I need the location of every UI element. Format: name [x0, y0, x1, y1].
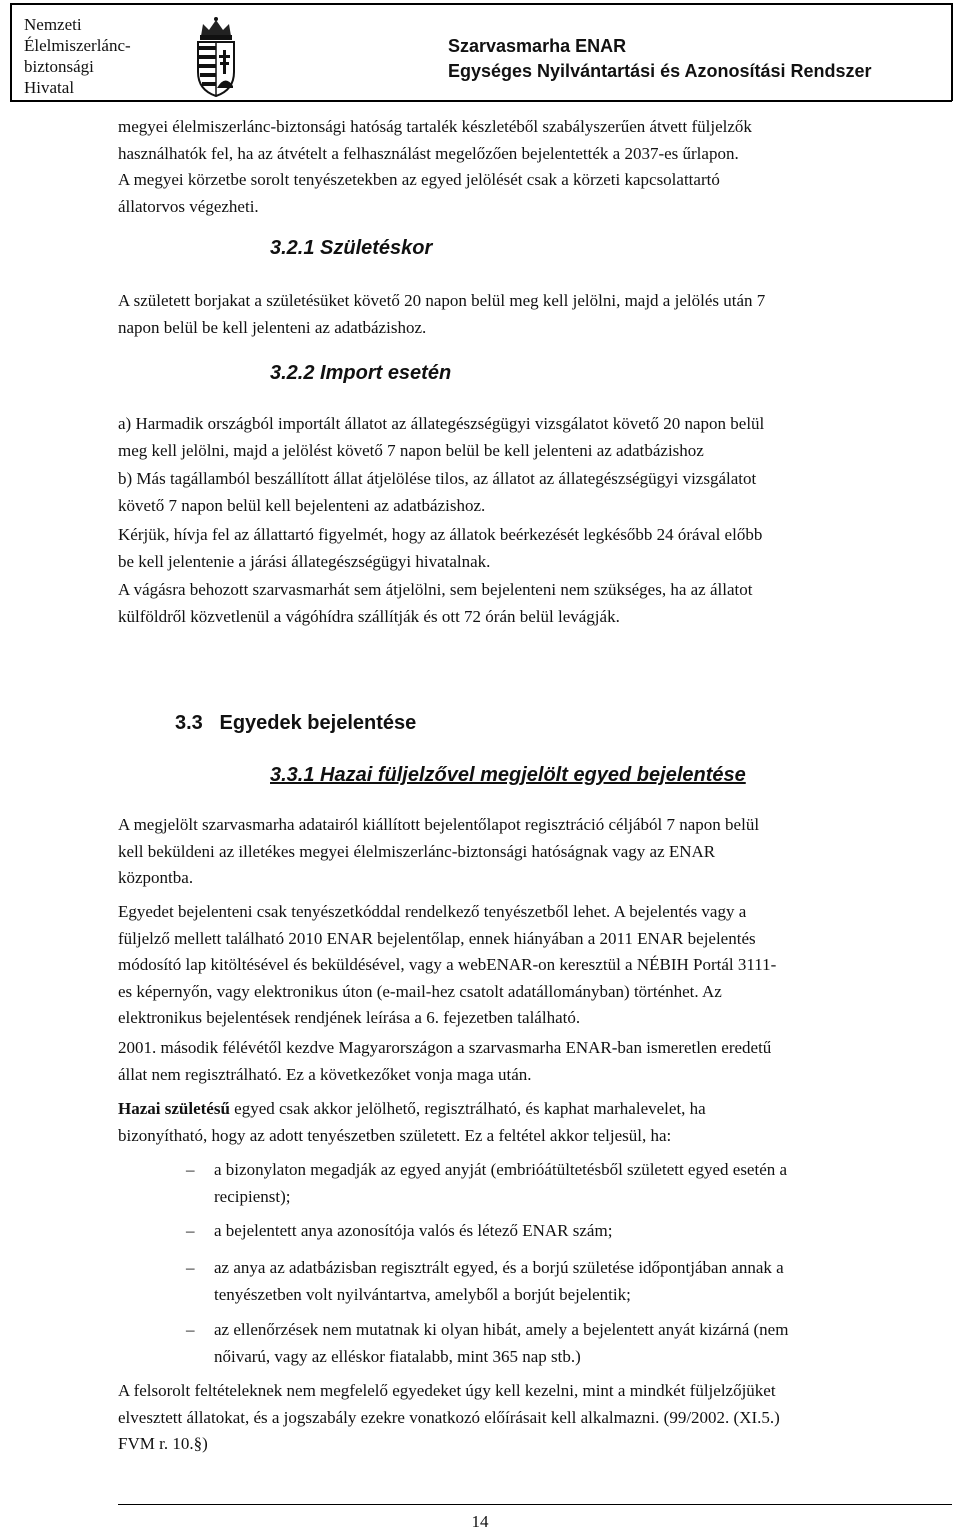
paragraph-birth [118, 288, 952, 341]
text-line: napon belül be kell jelenteni az adatbázishoz. [118, 317, 427, 337]
text-line: es képernyőn, vagy elektronikus úton (e-mail-hez csatolt adatállományban) történhet. Az [118, 981, 722, 1001]
text-line: nőivarú, vagy az elléskor fiatalabb, mint 365 nap stb.) [214, 1346, 581, 1366]
paragraph-reporting [118, 899, 952, 1032]
text-line: megyei élelmiszerlánc-biztonsági hatóság tartalék készletéből szabályszerűen átvett füljelzők [118, 117, 752, 136]
paragraph-import-a [118, 411, 952, 464]
text-line: recipienst); [214, 1186, 291, 1206]
text-line: b) Más tagállamból beszállított állat átjelölése tilos, az állatot az állategészségügyi vizsgálatot [118, 469, 757, 488]
dash-bullet: – [186, 1320, 195, 1339]
header-right-border [951, 3, 953, 101]
text-line: központba. [118, 868, 194, 887]
section-heading-3-3-1: 3.3.1 Hazai füljelzővel megjelölt egyed bejelentése [270, 764, 746, 786]
list-item-text [214, 1157, 952, 1210]
org-line: Hivatal [24, 78, 75, 97]
text-line: meg kell jelölni, majd a jelölést követő 7 napon belül be kell jelenteni az adatbázishoz [118, 440, 704, 460]
org-line: biztonsági [24, 57, 94, 76]
text-line: A született borjakat a születésüket követő 20 napon belül meg kell jelölni, majd a jelölés után 7 [118, 291, 766, 310]
text-line: bizonyítható, hogy az adott tenyészetben született. Ez a feltétel akkor teljesül, ha: [118, 1125, 672, 1145]
text-line: állatorvos végezheti. [118, 196, 259, 216]
org-line: Nemzeti [24, 15, 82, 34]
list-item-text [214, 1317, 952, 1370]
text-line: A megyei körzetbe sorolt tenyészetekben az egyed jelölését csak a körzeti kapcsolattartó [118, 170, 720, 189]
paragraph-2001 [118, 1035, 952, 1088]
text-line: A vágásra behozott szarvasmarhát sem átjelölni, sem bejelenteni nem szükséges, ha az állatot [118, 580, 753, 599]
text-line [118, 1096, 952, 1123]
text-line: füljelző mellett található 2010 ENAR bejelentőlap, ennek hiányában a 2011 ENAR bejelentés [118, 928, 756, 948]
text-line: Egyedet bejelenteni csak tenyészetkóddal rendelkező tenyészetből lehet. A bejelentés vagy a [118, 902, 747, 921]
paragraph-conclusion [118, 1378, 952, 1458]
paragraph-import-d [118, 577, 952, 630]
intro-paragraph [118, 114, 952, 220]
text-line: módosító lap kitöltésével és beküldésével, vagy a webENAR-on keresztül a NÉBIH Portál 3111- [118, 955, 777, 974]
text-line: tenyészetben volt nyilvántartva, amelyből a borjút bejelentik; [214, 1284, 631, 1304]
page-number: 14 [471, 1512, 489, 1531]
text-line: állat nem regisztrálható. Ez a következőket vonja maga után. [118, 1064, 532, 1084]
header-title-line1: Szarvasmarha ENAR [448, 36, 627, 56]
text-line: az anya az adatbázisban regisztrált egyed, és a borjú születése időpontjában annak a [214, 1258, 784, 1277]
footer-rule [118, 1504, 952, 1505]
list-item-text [214, 1255, 952, 1308]
text-line: elvesztett állatokat, és a jogszabály ezekre vonatkozó előírásait kell alkalmazni. (99/2002. (XI.5.) [118, 1407, 780, 1427]
text-span: egyed csak akkor jelölhető, regisztrálható, és kaphat marhalevelet, ha [229, 1099, 706, 1118]
section-heading-3-2-2: 3.2.2 Import esetén [270, 362, 452, 384]
text-line: FVM r. 10.§) [118, 1434, 208, 1453]
header-title [448, 34, 872, 84]
list-item [186, 1218, 954, 1245]
coat-of-arms-icon [193, 16, 239, 98]
org-line: Élelmiszerlánc- [24, 36, 131, 55]
text-line: Kérjük, hívja fel az állattartó figyelmét, hogy az állatok beérkezését legkésőbb 24 órával előbb [118, 525, 763, 544]
text-line: be kell jelentenie a járási állategészségügyi hivatalnak. [118, 551, 491, 571]
header-title-line2: Egységes Nyilvántartási és Azonosítási Rendszer [448, 61, 872, 81]
text-line: külföldről közvetlenül a vágóhídra szállítják és ott 72 órán belül levágják. [118, 606, 620, 626]
header-top-border [10, 3, 953, 5]
bold-term: Hazai születésű [118, 1099, 230, 1118]
text-line: használhatók fel, ha az átvételt a felhasználást megelőzően bejelentették a 2037-es űrlapon. [118, 143, 739, 163]
header-left-border [10, 3, 12, 101]
header-rule [10, 100, 952, 102]
text-line: A megjelölt szarvasmarha adatairól kiállított bejelentőlapot regisztráció céljából 7 napon belül [118, 815, 760, 834]
list-item-text [214, 1218, 952, 1245]
text-line: 2001. második félévétől kezdve Magyarországon a szarvasmarha ENAR-ban ismeretlen eredetű [118, 1038, 772, 1057]
section-heading-3-2-1: 3.2.1 Születéskor [270, 237, 433, 259]
paragraph-domestic-birth [118, 1096, 952, 1149]
dash-bullet: – [186, 1221, 195, 1240]
paragraph-registration [118, 812, 952, 892]
text-line: kell beküldeni az illetékes megyei élelmiszerlánc-biztonsági hatóságnak vagy az ENAR [118, 841, 716, 861]
paragraph-import-c [118, 522, 952, 575]
section-heading-3-3: 3.3 Egyedek bejelentése [175, 712, 417, 734]
text-line: a bizonylaton megadják az egyed anyját (embrióátültetésből született egyed esetén a [214, 1160, 788, 1179]
text-line: az ellenőrzések nem mutatnak ki olyan hibát, amely a bejelentett anyát kizárná (nem [214, 1320, 789, 1339]
dash-bullet: – [186, 1258, 195, 1277]
header-organization [24, 14, 189, 98]
list-item [186, 1157, 954, 1210]
text-line: a bejelentett anya azonosítója valós és létező ENAR szám; [214, 1221, 613, 1240]
dash-bullet: – [186, 1160, 195, 1179]
text-line: a) Harmadik országból importált állatot az állategészségügyi vizsgálatot követő 20 napon belül [118, 414, 765, 433]
text-line: követő 7 napon belül kell bejelenteni az adatbázishoz. [118, 495, 486, 515]
text-line: elektronikus bejelentések rendjének leírása a 6. fejezetben található. [118, 1008, 581, 1027]
text-line: A felsorolt feltételeknek nem megfelelő egyedeket úgy kell kezelni, mint a mindkét füljelzőjüket [118, 1381, 776, 1400]
list-item [186, 1255, 954, 1308]
list-item [186, 1317, 954, 1370]
paragraph-import-b [118, 466, 952, 519]
